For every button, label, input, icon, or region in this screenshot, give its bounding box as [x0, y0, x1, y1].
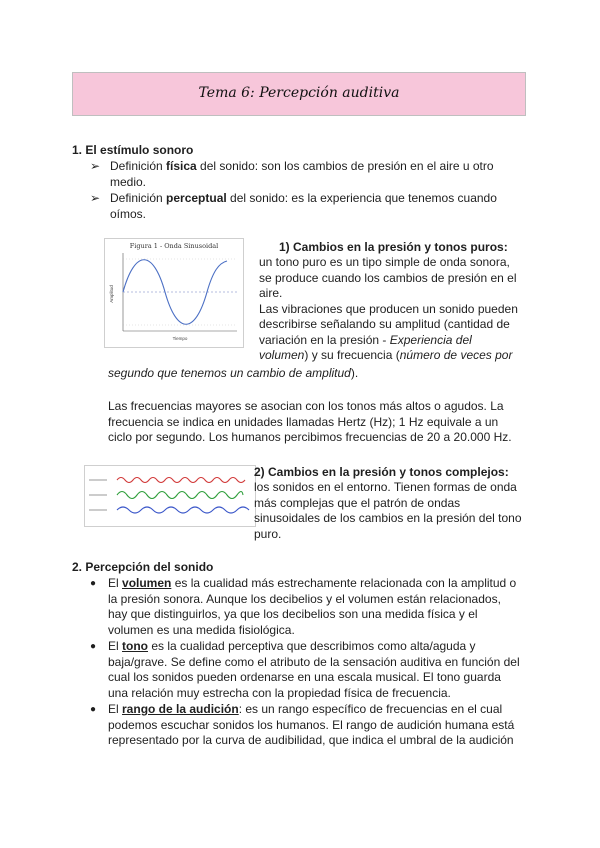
text-line: podemos escuchar sonidos los humanos. El rango de audición humana está	[108, 717, 515, 732]
section1-bullet1	[90, 159, 530, 190]
text-line: se produce cuando los cambios de presión en el	[259, 270, 517, 285]
text-line: un tono puro es un tipo simple de onda sonora,	[259, 255, 510, 269]
section2-bullet-tono	[86, 639, 536, 701]
text: El	[108, 702, 123, 716]
text-line: hay que distinguirlos, ya que los decibelios son una medida física y el	[108, 607, 478, 621]
text-line: puro.	[254, 526, 282, 541]
text-italic: volumen	[259, 348, 305, 362]
text-line: la presión sonora. Aunque los decibelios y el volumen están relacionados,	[108, 591, 501, 606]
bullet-dot-icon: ●	[90, 704, 97, 715]
text-line: frecuencia se indica en unidades llamadas Hertz (Hz); 1 Hz equivale a un	[108, 414, 499, 429]
arrow-bullet-icon: ➢	[90, 191, 101, 205]
section2-bullet-volumen	[86, 576, 536, 638]
sub2-body	[254, 480, 534, 542]
arrow-bullet-icon: ➢	[90, 159, 101, 173]
section1-heading: 1. El estímulo sonoro	[72, 143, 194, 157]
green-wave-line	[117, 492, 243, 499]
text-line: representado por la curva de audibilidad, que indica el umbral de la audición	[108, 733, 514, 747]
figure-complex-waves	[84, 465, 256, 527]
text-line: cual los sonidos pueden ordenarse en una escala musical. El tono guarda	[108, 670, 501, 684]
text-line: ciclo por segundo. Los humanos percibimos frecuencias de 20 a 20.000 Hz.	[108, 430, 512, 444]
text-line: sinusoidales de los cambios en la presión del tono	[254, 511, 522, 525]
term-volumen: volumen	[122, 576, 172, 590]
figure1-ylabel: Amplitud	[109, 285, 114, 303]
figure1-title: Figura 1 - Onda Sinusoidal	[129, 242, 219, 250]
sub1-body	[259, 255, 534, 364]
term-fisica: física	[166, 159, 197, 173]
red-wave-line	[117, 478, 245, 483]
text-italic: número de veces por	[399, 348, 513, 362]
term-rango-audicion: rango de la audición	[122, 702, 239, 716]
text-line: los sonidos en el entorno. Tienen formas de onda	[254, 480, 517, 494]
bullet-dot-icon: ●	[90, 578, 97, 589]
text: medio.	[110, 174, 147, 189]
frequency-paragraph	[108, 399, 538, 446]
text: es la cualidad más estrechamente relacionada con la amplitud o	[171, 576, 517, 590]
section2-heading: 2. Percepción del sonido	[72, 560, 214, 574]
text-line: aire.	[259, 286, 283, 300]
title-banner	[72, 72, 526, 116]
text-line: describirse señalando su amplitud (cantidad de	[259, 317, 510, 331]
section1-bullet2	[90, 191, 530, 222]
bullet-dot-icon: ●	[90, 641, 97, 652]
text-line: más complejas que el patrón de ondas	[254, 495, 461, 510]
text: ) y su frecuencia (	[304, 348, 400, 362]
text-line: Las vibraciones que producen un sonido pueden	[259, 301, 518, 316]
text: variación en la presión -	[259, 332, 390, 347]
text: del sonido: son los cambios de presión en el aire u otro	[196, 159, 494, 173]
text-line: baja/grave. Se define como el atributo de la sensación auditiva en función del	[108, 654, 520, 669]
text: es la cualidad perceptiva que describimos como alta/aguda y	[148, 639, 476, 653]
page-title: Tema 6: Percepción auditiva	[198, 85, 400, 102]
text: El	[108, 576, 123, 590]
text-line: volumen es una medida fisiológica.	[108, 622, 295, 637]
text: El	[108, 639, 123, 653]
text: Definición	[110, 191, 167, 205]
term-tono: tono	[122, 639, 149, 653]
sine-wave-chart	[105, 239, 243, 347]
text: ).	[350, 366, 359, 380]
complex-waves-chart	[85, 466, 255, 526]
text: oímos.	[110, 206, 147, 221]
figure1-xlabel: Tiempo	[172, 336, 188, 341]
text-italic: segundo que tenemos un cambio de amplitud	[108, 366, 351, 380]
sub1-last-line	[108, 366, 358, 382]
sub2-heading: 2) Cambios en la presión y tonos complejos:	[254, 465, 509, 479]
figure-sine-wave	[104, 238, 244, 348]
sub1-heading: 1) Cambios en la presión y tonos puros:	[279, 240, 508, 254]
text-italic: Experiencia del	[389, 332, 472, 347]
section2-bullet-rango	[86, 702, 536, 749]
text: : es un rango específico de frecuencias en el cual	[238, 702, 503, 716]
text-line: Las frecuencias mayores se asocian con los tonos más altos o agudos. La	[108, 399, 504, 413]
text: del sonido: es la experiencia que tenemos cuando	[226, 191, 497, 205]
term-perceptual: perceptual	[166, 191, 227, 205]
text: Definición	[110, 159, 167, 173]
blue-wave-line	[117, 507, 249, 513]
text-line: una relación muy estrecha con la propiedad física de frecuencia.	[108, 685, 451, 700]
